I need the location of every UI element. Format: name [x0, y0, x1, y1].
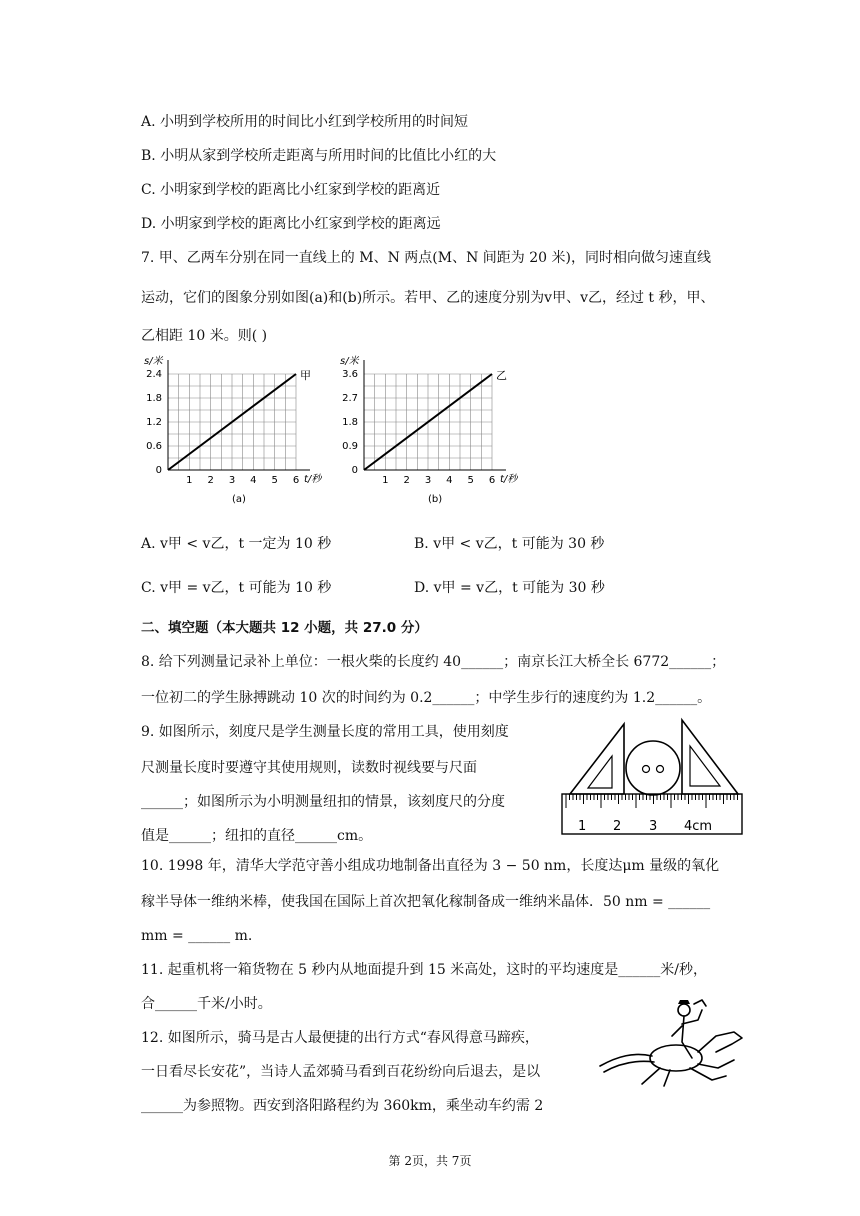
- chart-a: [140, 352, 340, 512]
- q9-line1: 9. 如图所示，刻度尺是学生测量长度的常用工具，使用刻度: [141, 724, 509, 740]
- q6-option-b: B. 小明从家到学校所走距离与所用时间的比值比小红的大: [141, 148, 497, 164]
- chart-a-xlabel: t/秒: [304, 474, 322, 485]
- horse-rider-figure: [594, 996, 758, 1092]
- q6-option-a: A. 小明到学校所用的时间比小红到学校所用的时间短: [141, 114, 469, 130]
- series-label: 甲: [300, 369, 311, 382]
- q9-line2: 尺测量长度时要遵守其使用规则，读数时视线要与尺面: [141, 760, 477, 776]
- q6-option-c: C. 小明家到学校的距离比小红家到学校的距离近: [141, 182, 441, 198]
- q7-option-a: A. v甲 < v乙，t 一定为 10 秒: [141, 536, 332, 552]
- q7-option-d: D. v甲 = v乙，t 可能为 30 秒: [414, 580, 605, 596]
- y-tick-label: 0.6: [146, 441, 162, 452]
- q9-line3: ______；如图所示为小明测量纽扣的情景，该刻度尺的分度: [141, 794, 505, 810]
- q10-line1: 10. 1998 年，清华大学范守善小组成功地制备出直径为 3 − 50 nm，长度达μm 量级的氧化: [141, 858, 720, 874]
- ruler-label-1: 1: [578, 819, 587, 834]
- y-tick-label: 1.2: [146, 417, 162, 428]
- x-tick-label: 5: [271, 475, 278, 486]
- y-tick-label: 1.8: [342, 417, 358, 428]
- x-tick-label: 5: [467, 475, 474, 486]
- ruler-figure: [558, 716, 748, 838]
- y-tick-label: 2.4: [146, 369, 162, 380]
- ruler-label-2: 2: [613, 819, 622, 834]
- x-tick-label: 2: [207, 475, 214, 486]
- chart-b-panel-label: (b): [428, 494, 443, 505]
- x-tick-label: 1: [382, 475, 389, 486]
- y-tick-label: 2.7: [342, 393, 358, 404]
- q6-option-d: D. 小明家到学校的距离比小红家到学校的距离远: [141, 216, 441, 232]
- q9-line4: 值是______；纽扣的直径______cm。: [141, 828, 373, 844]
- q7-stem-line3: 乙相距 10 米。则( ): [141, 328, 268, 344]
- chart-a-ylabel: s/米: [144, 356, 163, 367]
- q11-line2: 合______千米/小时。: [141, 996, 272, 1012]
- y-tick-label: 1.8: [146, 393, 162, 404]
- x-tick-label: 2: [403, 475, 410, 486]
- q7-stem-line1: 7. 甲、乙两车分别在同一直线上的 M、N 两点(M、N 间距为 20 米)，同时相向做匀速直线: [141, 250, 711, 266]
- q7-stem-line2: 运动，它们的图象分别如图(a)和(b)所示。若甲、乙的速度分别为v甲、v乙，经过 t 秒，甲、: [141, 290, 715, 306]
- chart-b-xlabel: t/秒: [500, 474, 518, 485]
- chart-b-ylabel: s/米: [340, 356, 359, 367]
- x-tick-label: 3: [424, 475, 432, 486]
- q12-line1: 12. 如图所示，骑马是古人最便捷的出行方式“春风得意马蹄疾，: [141, 1030, 539, 1046]
- y-tick-label: 0.9: [342, 441, 358, 452]
- chart-b: [336, 352, 536, 512]
- x-tick-label: 4: [446, 475, 453, 486]
- button-coin: [626, 741, 680, 795]
- q7-option-b: B. v甲 < v乙，t 可能为 30 秒: [414, 536, 605, 552]
- q8-line2: 一位初二的学生脉搏跳动 10 次的时间约为 0.2______；中学生步行的速度约为 1.2______。: [141, 690, 712, 706]
- ruler-ticks: [566, 794, 738, 808]
- x-tick-label: 1: [186, 475, 193, 486]
- x-tick-label: 6: [292, 475, 300, 486]
- chart-a-panel-label: (a): [232, 494, 246, 505]
- ruler-label-4cm: 4cm: [684, 819, 713, 834]
- q7-option-c: C. v甲 = v乙，t 可能为 10 秒: [141, 580, 332, 596]
- ruler-label-3: 3: [649, 819, 658, 834]
- x-tick-label: 6: [488, 475, 496, 486]
- left-set-square: [570, 724, 624, 794]
- x-tick-label: 4: [250, 475, 257, 486]
- y-tick-label: 0: [155, 465, 162, 476]
- q11-line1: 11. 起重机将一箱货物在 5 秒内从地面提升到 15 米高处，这时的平均速度是______米/秒，: [141, 962, 707, 978]
- q12-line3: ______为参照物。西安到洛阳路程约为 360km，乘坐动车约需 2: [141, 1098, 544, 1114]
- q10-line3: mm = ______ m.: [141, 928, 253, 944]
- page-footer: 第 2页，共 7页: [388, 1154, 472, 1168]
- q8-line1: 8. 给下列测量记录补上单位：一根火柴的长度约 40______；南京长江大桥全长 6772______；: [141, 654, 726, 670]
- series-label: 乙: [496, 369, 507, 382]
- q12-line2: 一日看尽长安花”，当诗人孟郊骑马看到百花纷纷向后退去，是以: [141, 1064, 541, 1080]
- y-tick-label: 3.6: [342, 369, 358, 380]
- x-tick-label: 3: [228, 475, 236, 486]
- section-heading: 二、填空题（本大题共 12 小题，共 27.0 分）: [141, 620, 428, 636]
- y-tick-label: 0: [351, 465, 358, 476]
- q10-line2: 稼半导体一维纳米棒，使我国在国际上首次把氧化稼制备成一维纳米晶体．50 nm = ______: [141, 894, 711, 910]
